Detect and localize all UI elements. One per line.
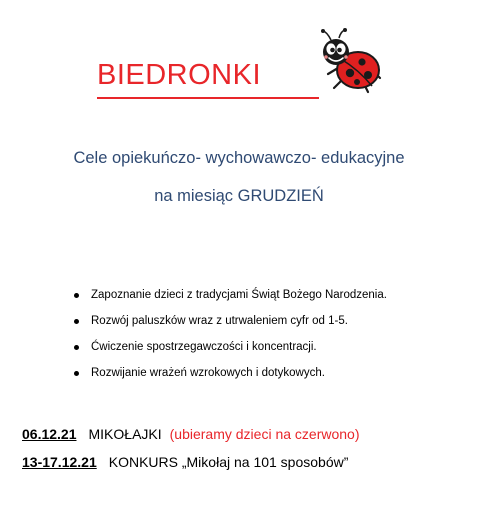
- bullet-icon: [74, 371, 79, 376]
- goal-text: Zapoznanie dzieci z tradycjami Świąt Bożego Narodzenia.: [91, 289, 387, 301]
- subtitle-line-1: Cele opiekuńczo- wychowawczo- edukacyjne: [73, 149, 405, 167]
- bullet-icon: [74, 319, 79, 324]
- event-name: MIKOŁAJKI: [88, 426, 162, 442]
- event-date: 13-17.12.21: [22, 454, 97, 470]
- subtitle-line-2: na miesiąc GRUDZIEŃ: [154, 187, 324, 205]
- bullet-icon: [74, 293, 79, 298]
- list-item: [72, 288, 387, 314]
- list-item: [72, 366, 387, 392]
- bullet-icon: [74, 345, 79, 350]
- goal-text: Rozwój paluszków wraz z utrwaleniem cyfr od 1-5.: [91, 315, 348, 327]
- page-title: BIEDRONKI: [97, 59, 262, 91]
- event-note: (ubieramy dzieci na czerwono): [169, 426, 360, 442]
- title-underline: [97, 97, 319, 99]
- ladybug-icon: [312, 28, 382, 94]
- event-konkurs: [22, 453, 348, 471]
- goal-text: Rozwijanie wrażeń wzrokowych i dotykowych.: [91, 367, 325, 379]
- goals-list: [72, 288, 387, 392]
- event-date: 06.12.21: [22, 426, 77, 442]
- event-mikolajki: [22, 425, 360, 443]
- goal-text: Ćwiczenie spostrzegawczości i koncentracji.: [91, 341, 317, 353]
- event-name: KONKURS „Mikołaj na 101 sposobów”: [108, 454, 349, 470]
- header: [97, 28, 397, 108]
- list-item: [72, 340, 387, 366]
- list-item: [72, 314, 387, 340]
